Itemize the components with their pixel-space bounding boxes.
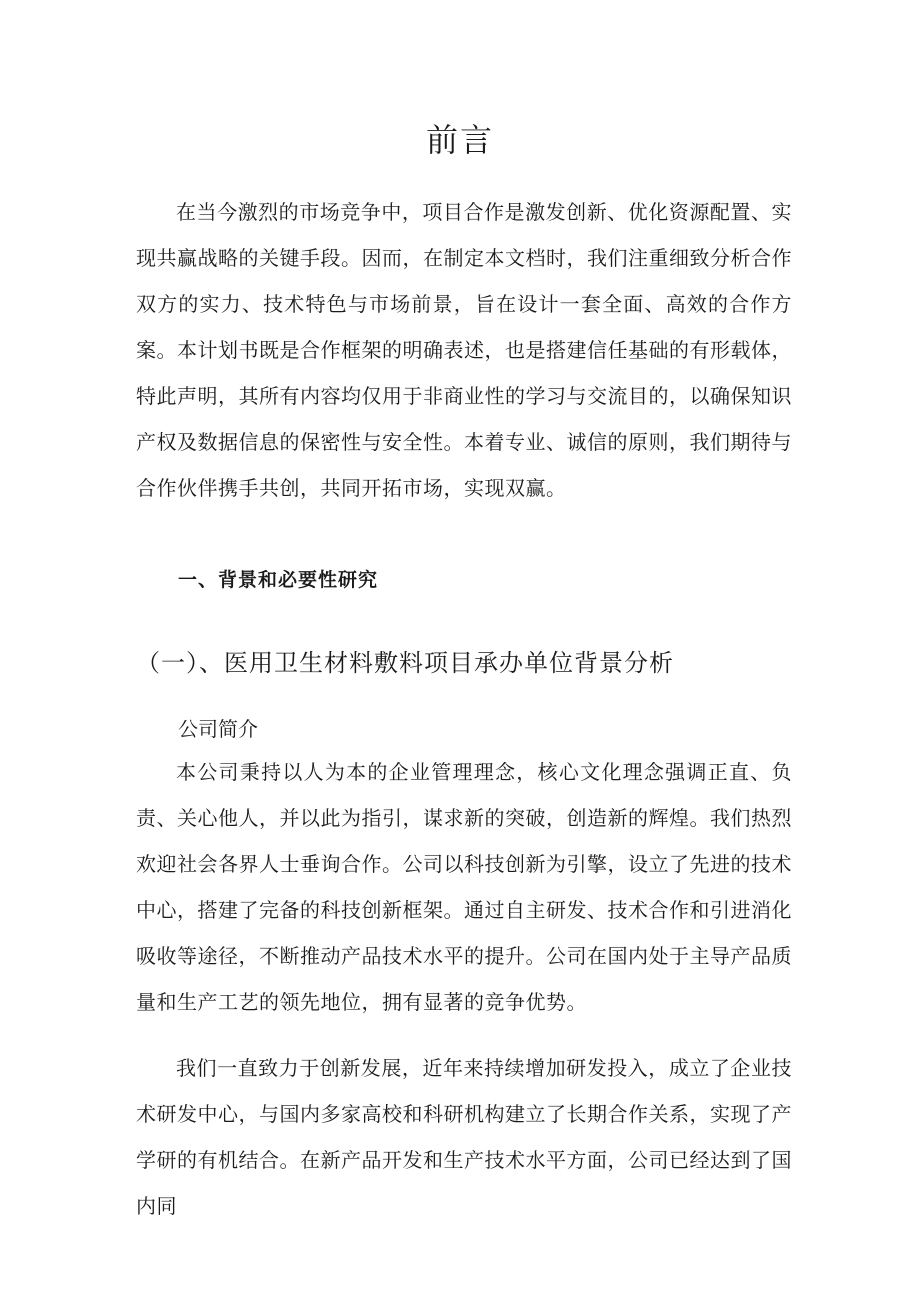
company-paragraph-2: 我们一直致力于创新发展，近年来持续增加研发投入，成立了企业技术研发中心，与国内多家高校和科研机构建立了长期合作关系，实现了产学研的有机结合。在新产品开发和生产技术水平方面，公司已经达到了国内同: [136, 1056, 792, 1218]
company-paragraph-1: 本公司秉持以人为本的企业管理理念，核心文化理念强调正直、负责、关心他人，并以此为指引，谋求新的突破，创造新的辉煌。我们热烈欢迎社会各界人士垂询合作。公司以科技创新为引擎，设立了先进的技术中心，搭建了完备的科技创新框架。通过自主研发、技术合作和引进消化吸收等途径，不断推动产品技术水平的提升。公司在国内处于主导产品质量和生产工艺的领先地位，拥有显著的竞争优势。: [136, 760, 792, 1014]
company-intro-heading: 公司简介: [178, 717, 258, 741]
page-title: 前言: [425, 121, 494, 159]
section-heading: 一、背景和必要性研究: [178, 569, 379, 591]
subsection-heading: （一）、医用卫生材料敷料项目承办单位背景分析: [136, 649, 674, 677]
intro-paragraph: 在当今激烈的市场竞争中，项目合作是激发创新、优化资源配置、实现共赢战略的关键手段。因而，在制定本文档时，我们注重细致分析合作双方的实力、技术特色与市场前景，旨在设计一套全面、高效的合作方案。本计划书既是合作框架的明确表述，也是搭建信任基础的有形载体，特此声明，其所有内容均仅用于非商业性的学习与交流目的，以确保知识产权及数据信息的保密性与安全性。本着专业、诚信的原则，我们期待与合作伙伴携手共创，共同开拓市场，实现双赢。: [136, 200, 792, 500]
